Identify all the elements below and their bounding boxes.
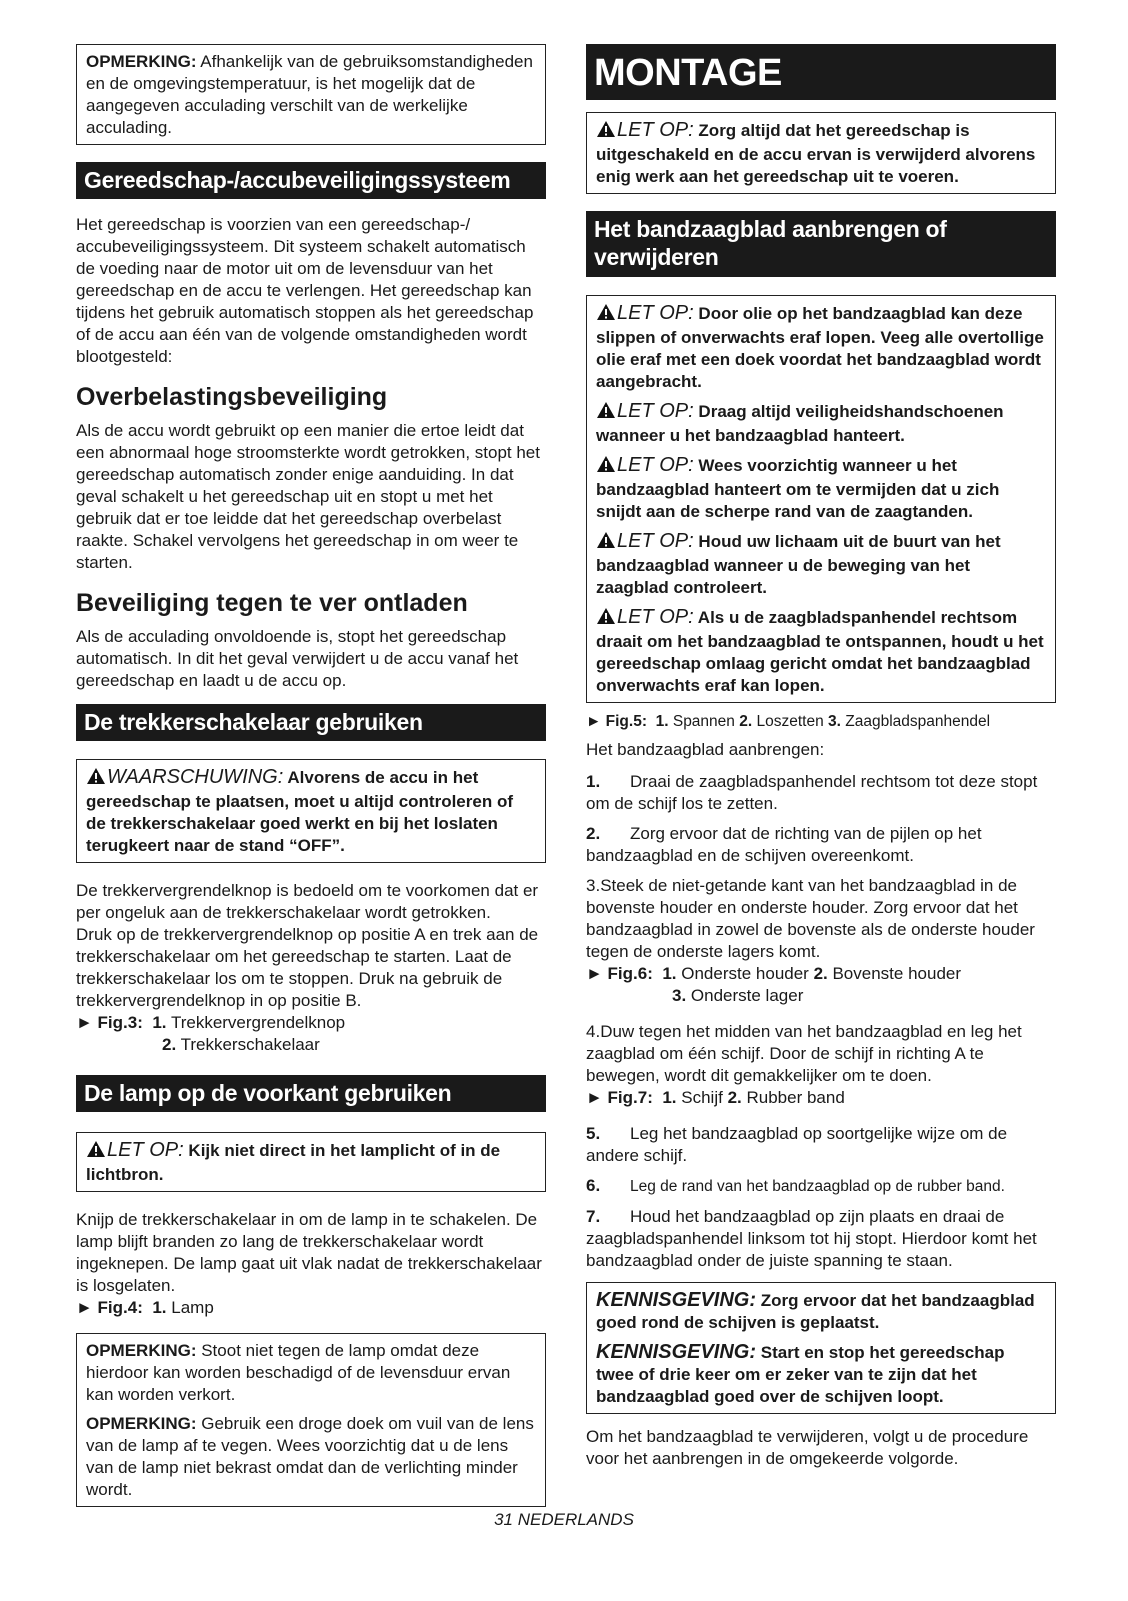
note-text: OPMERKING: Afhankelijk van de gebruiksomstandigheden en de omgevingstemperatuur, is het mogelijk dat de aangegeven acculading verschilt van de werkelijke acculading. [86, 52, 533, 137]
figure-reference: 2. Trekkerschakelaar [162, 1035, 320, 1054]
figure-reference: 3. Onderste lager [672, 986, 804, 1005]
warning-triangle-icon [86, 1140, 106, 1164]
step-item: 5. Leg het bandzaagblad op soortgelijke wijze om de andere schijf. [586, 1124, 1008, 1165]
page-title: MONTAGE [586, 44, 1056, 100]
section-heading: Gereedschap-/accubeveiligingssysteem [76, 162, 546, 199]
caution-text: LET OP: Wees voorzichtig wanneer u het bandzaagblad hanteert om te vermijden dat u zich snijdt aan de scherpe rand van de zaagtanden. [596, 454, 1000, 521]
caution-label: LET OP: [107, 1139, 184, 1161]
caution-text: LET OP: Als u de zaagbladspanhendel rechtsom draait om het bandzaagblad te ontspannen, houdt u het gereedschap omlaag gericht omdat het bandzaagblad onverwachts eraf kan lopen. [596, 606, 1044, 695]
note-label: OPMERKING: [86, 52, 197, 71]
caution-text: LET OP: Zorg altijd dat het gereedschap is uitgeschakeld en de accu ervan is verwijderd alvorens enig werk aan het gereedschap uit te voeren. [596, 119, 1036, 186]
warning-triangle-icon [86, 767, 106, 791]
warning-triangle-icon [596, 120, 616, 144]
caution-text: LET OP: Houd uw lichaam uit de buurt van het bandzaagblad wanneer u de beweging van het zaagblad controleert. [596, 530, 1001, 597]
caution-text: LET OP: Door olie op het bandzaagblad kan deze slippen of onverwachts eraf lopen. Veeg alle overtollige olie eraf met een doek voordat het bandzaagblad wordt aangebracht. [596, 302, 1044, 391]
note-box [76, 1333, 546, 1507]
step-item: 6. Leg de rand van het bandzaagblad op de rubber band. [586, 1176, 1005, 1195]
figure-reference: ► Fig.5: 1. Spannen 2. Loszetten 3. Zaagbladspanhendel [586, 713, 991, 730]
trigger-body: Druk op de trekkervergrendelknop op positie A en trek aan de trekkerschakelaar om het gereedschap te starten. Laat de trekkerschakelaar los om te stoppen. Druk na gebruik de trekkervergrendelknop in op positie B. [76, 925, 539, 1010]
warning-triangle-icon [596, 303, 616, 327]
figure-reference: ► Fig.3: 1. Trekkervergrendelknop [76, 1013, 346, 1032]
step-item: 2. Zorg ervoor dat de richting van de pijlen op het bandzaagblad en de schijven overeenkomt. [586, 824, 982, 865]
notice-box [586, 1282, 1056, 1414]
step-item: 4.Duw tegen het midden van het bandzaagblad en leg het zaagblad om één schijf. Door de schijf in richting A te bewegen, wordt dit gemakkelijker om te doen. [586, 1022, 1022, 1085]
warning-triangle-icon [596, 607, 616, 631]
trigger-body: De trekkervergrendelknop is bedoeld om te voorkomen dat er per ongeluk aan de trekkerschakelaar wordt getrokken. [76, 881, 539, 922]
left-column [76, 44, 546, 1524]
install-intro: Het bandzaagblad aanbrengen: [586, 740, 825, 759]
section-heading: De lamp op de voorkant gebruiken [76, 1075, 546, 1112]
section-heading: Het bandzaagblad aanbrengen of verwijderen [586, 211, 1056, 277]
note-text: OPMERKING: Gebruik een droge doek om vuil van de lens van de lamp af te vegen. Wees voorzichtig dat u de lens van de lamp niet bekrast omdat dan de verlichting minder wordt. [86, 1414, 534, 1499]
section-heading: De trekkerschakelaar gebruiken [76, 704, 546, 741]
caution-box [76, 1132, 546, 1192]
removal-text: Om het bandzaagblad te verwijderen, volgt u de procedure voor het aanbrengen in de omgekeerde volgorde. [586, 1427, 1029, 1468]
step-item: 1. Draai de zaagbladspanhendel rechtsom tot deze stopt om de schijf los te zetten. [586, 772, 1038, 813]
step-item: 3.Steek de niet-getande kant van het bandzaagblad in de bovenste houder en onderste houder. Zorg ervoor dat het bandzaagblad in zowel de bovenste als de onderste houder tegen de onderste lagers komt. [586, 876, 1035, 961]
figure-reference: ► Fig.6: 1. Onderste houder 2. Bovenste houder [586, 964, 962, 983]
warning-triangle-icon [596, 455, 616, 479]
notice-text: KENNISGEVING: Start en stop het gereedschap twee of drie keer om er zeker van te zijn dat het bandzaagblad goed over de schijven loopt. [596, 1341, 1005, 1406]
warning-triangle-icon [596, 531, 616, 555]
warning-triangle-icon [596, 401, 616, 425]
caution-text: LET OP: Kijk niet direct in het lamplicht of in de lichtbron. [86, 1139, 501, 1184]
subheading: Beveiliging tegen te ver ontladen [76, 589, 468, 617]
caution-box [586, 295, 1056, 703]
overdischarge-body: Als de acculading onvoldoende is, stopt het gereedschap automatisch. In dit het geval verwijdert u de accu vanaf het gereedschap en laadt u de accu op. [76, 627, 519, 690]
warning-label: WAARSCHUWING: [107, 766, 284, 788]
page-footer: 31 NEDERLANDS [494, 1510, 634, 1529]
subheading: Overbelastingsbeveiliging [76, 383, 388, 411]
note-box [76, 44, 546, 145]
caution-text: LET OP: Draag altijd veiligheidshandschoenen wanneer u het bandzaagblad hanteert. [596, 400, 1004, 445]
step-item: 7. Houd het bandzaagblad op zijn plaats en draai de zaagbladspanhendel linksom tot hij stopt. Hierdoor komt het bandzaagblad onder de juiste spanning te staan. [586, 1207, 1037, 1270]
figure-reference: ► Fig.7: 1. Schijf 2. Rubber band [586, 1088, 845, 1107]
section-body: Het gereedschap is voorzien van een gereedschap-/ accubeveiligingssysteem. Dit systeem schakelt automatisch de voeding naar de motor uit om de levensduur van het gereedschap en de accu te verlengen. Het gereedschap kan tijdens het gebruik automatisch stoppen als het gereedschap of de accu aan één van de volgende omstandigheden wordt blootgesteld: [76, 215, 534, 366]
figure-reference: ► Fig.4: 1. Lamp [76, 1298, 214, 1317]
caution-box [586, 112, 1056, 194]
right-column [586, 44, 1056, 1470]
warning-box [76, 759, 546, 863]
note-text: OPMERKING: Stoot niet tegen de lamp omdat deze hierdoor kan worden beschadigd of de levensduur ervan kan worden verkort. [86, 1341, 511, 1404]
lamp-body: Knijp de trekkerschakelaar in om de lamp in te schakelen. De lamp blijft branden zo lang de trekkerschakelaar wordt ingeknepen. De lamp gaat uit vlak nadat de trekkerschakelaar is losgelaten. [76, 1210, 542, 1295]
notice-text: KENNISGEVING: Zorg ervoor dat het bandzaagblad goed rond de schijven is geplaatst. [596, 1289, 1035, 1332]
overload-body: Als de accu wordt gebruikt op een manier die ertoe leidt dat een abnormaal hoge stroomsterkte wordt getrokken, stopt het gereedschap automatisch zonder enige aanduiding. In dat geval schakelt u het gereedschap uit en stopt u met het gebruik dat er toe leidde dat het gereedschap overbelast raakte. Schakel vervolgens het gereedschap in om weer te starten. [76, 421, 540, 572]
warning-text: WAARSCHUWING: Alvorens de accu in het gereedschap te plaatsen, moet u altijd controleren of de trekkerschakelaar goed werkt en bij het loslaten terugkeert naar de stand “OFF”. [86, 766, 513, 855]
